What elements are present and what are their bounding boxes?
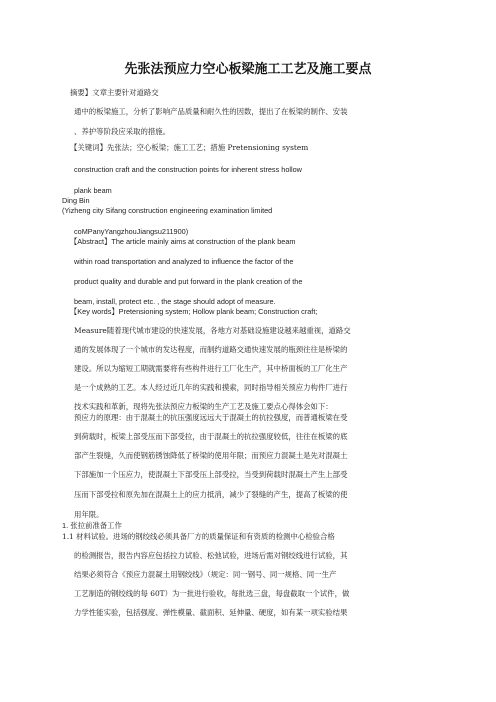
body-line: 部产生裂缝，久而使钢筋锈蚀降低了桥梁的使用年限；而预应力混凝土是先对混凝土 <box>74 451 348 460</box>
body-line: 1.1 材料试验。进场的钢绞线必须具备厂方的质量保证和有资质的检测中心检验合格 <box>62 532 335 541</box>
body-line: 结果必须符合《预应力混凝土用钢绞线》（规定：同一钢号、同一规格、同一生产 <box>74 570 337 579</box>
body-line: 力学性能实验，包括强度、弹性模量、截面积、延伸量、硬度，如有某一项实验结果 <box>74 608 348 617</box>
section-heading: 1. 张拉前准备工作 <box>62 521 122 530</box>
english-title-line: construction craft and the construction points for inherent stress hollow <box>74 165 302 174</box>
body-line: 到荷载时，板梁上部受压而下部受拉，由于混凝土的抗拉强度较低，往往在板梁的底 <box>74 432 348 441</box>
english-title-line: plank beam <box>74 186 112 195</box>
document-title: 先张法预应力空心板梁施工工艺及施工要点 <box>124 62 372 77</box>
author-affiliation: coMPanyYangzhouJiangsu211900) <box>74 227 189 236</box>
body-line: 通中的板梁施工，分析了影响产品质量和耐久性的因数，提出了在板梁的制作、安装 <box>74 107 348 116</box>
body-line: Measure随着现代城市建设的快速发展，各地方对基础设施建设越来越重视，道路交 <box>74 326 351 335</box>
keywords-cn: 【关键词】先张法；空心板梁；施工工艺；措施 Pretensioning system <box>70 143 309 152</box>
abstract-en: within road transportation and analyzed to influence the factor of the <box>74 257 294 266</box>
body-line: 建设。所以为缩短工期就需要将有些构件进行工厂化生产，其中桥面板的工厂化生产 <box>74 364 348 373</box>
abstract-en: beam, install, protect etc. , the stage should adopt of measure. <box>74 297 276 306</box>
body-line: 技术实践和革新，现将先张法预应力板梁的生产工艺及施工要点心得体会如下： <box>74 402 333 411</box>
body-line: 的检测报告，报告内容应包括拉力试验、松弛试验，进场后需对钢绞线进行试验，其 <box>74 551 348 560</box>
abstract-en: 【Abstract】The article mainly aims at construction of the plank beam <box>70 237 296 246</box>
body-line: 工艺制造的钢绞线的每 60T）为一批进行验收，每批选三盘，每盘截取一个试件，做 <box>74 589 350 598</box>
abstract-en: product quality and durable and put forward in the plank creation of the <box>74 277 303 286</box>
body-line: 通的发展体现了一个城市的发达程度，而制约道路交通快速发展的瓶颈往往是桥梁的 <box>74 345 348 354</box>
body-line: 是一个成熟的工艺。本人经过近几年的实践和摸索，同时指导相关预应力构件厂进行 <box>74 383 348 392</box>
author-affiliation: (Yizheng city Sifang construction engineering examination limited <box>62 206 273 215</box>
author-name: Ding Bin <box>62 196 90 205</box>
body-line: 用年限。 <box>74 510 104 519</box>
body-line: 、养护等阶段应采取的措施。 <box>74 127 171 136</box>
body-line: 下部施加一个压应力，使混凝土下部受压上部受拉，当受到荷载时混凝土产生上部受 <box>74 470 348 479</box>
body-line: 预应力的原理：由于混凝土的抗压强度远远大于混凝土的抗拉强度，而普通板梁在受 <box>74 413 348 422</box>
keywords-en: 【Key words】Pretensioning system; Hollow plank beam; Construction craft; <box>70 307 318 316</box>
abstract-cn-start: 摘要】文章主要针对道路交 <box>70 88 159 97</box>
body-line: 压而下部受拉和原先加在混凝土上的应力抵消，减少了裂缝的产生，提高了板梁的使 <box>74 490 348 499</box>
